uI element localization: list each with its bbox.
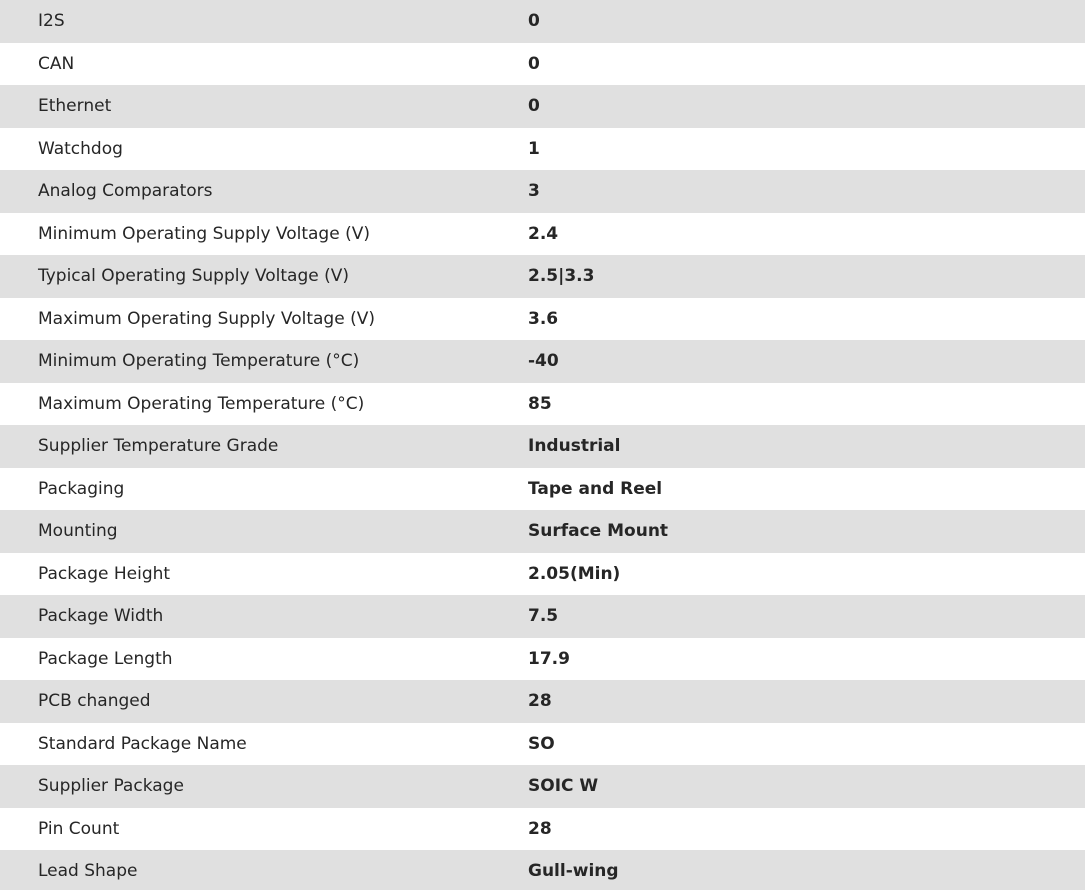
spec-row-standard-package-name [0, 723, 1085, 766]
spec-value: 7.5 [528, 606, 559, 627]
spec-label: Package Width [38, 606, 164, 627]
spec-label: Standard Package Name [38, 733, 247, 754]
spec-value: 1 [528, 138, 540, 159]
spec-row-min-temperature [0, 340, 1085, 383]
spec-row-package-width [0, 595, 1085, 638]
spec-value: Gull-wing [528, 861, 619, 882]
spec-row-typical-supply-voltage [0, 255, 1085, 298]
spec-label: Maximum Operating Temperature (°C) [38, 393, 365, 414]
spec-row-supplier-package [0, 765, 1085, 808]
spec-value: -40 [528, 351, 559, 372]
spec-row-pin-count [0, 808, 1085, 851]
spec-row-temperature-grade [0, 425, 1085, 468]
spec-row-packaging [0, 468, 1085, 511]
spec-label: Ethernet [38, 96, 112, 117]
spec-value: 0 [528, 11, 540, 32]
spec-label: Pin Count [38, 818, 120, 839]
spec-row-analog-comparators [0, 170, 1085, 213]
spec-label: Supplier Package [38, 776, 184, 797]
spec-label: Mounting [38, 521, 118, 542]
spec-value: 2.4 [528, 223, 559, 244]
spec-value: 17.9 [528, 648, 570, 669]
spec-row-ethernet [0, 85, 1085, 128]
spec-value: 2.05(Min) [528, 563, 621, 584]
spec-value: 28 [528, 691, 552, 712]
spec-row-pcb-changed [0, 680, 1085, 723]
spec-value: Surface Mount [528, 521, 669, 542]
spec-value: 3.6 [528, 308, 559, 329]
spec-label: Typical Operating Supply Voltage (V) [38, 266, 349, 287]
spec-row-max-temperature [0, 383, 1085, 426]
spec-label: PCB changed [38, 691, 151, 712]
spec-value: 85 [528, 393, 552, 414]
spec-row-package-height [0, 553, 1085, 596]
spec-value: 0 [528, 96, 540, 117]
spec-label: Minimum Operating Supply Voltage (V) [38, 223, 370, 244]
spec-label: Lead Shape [38, 861, 138, 882]
spec-value: SOIC W [528, 776, 599, 797]
spec-value: Industrial [528, 436, 621, 457]
spec-value: 0 [528, 53, 540, 74]
spec-row-i2s [0, 0, 1085, 43]
spec-value: 3 [528, 181, 540, 202]
spec-row-mounting [0, 510, 1085, 553]
spec-label: Minimum Operating Temperature (°C) [38, 351, 360, 372]
spec-label: I2S [38, 11, 65, 32]
spec-row-watchdog [0, 128, 1085, 171]
spec-label: Watchdog [38, 138, 123, 159]
spec-label: Packaging [38, 478, 125, 499]
spec-label: Analog Comparators [38, 181, 213, 202]
spec-label: Package Height [38, 563, 171, 584]
spec-row-max-supply-voltage [0, 298, 1085, 341]
spec-value: SO [528, 733, 555, 754]
spec-label: Supplier Temperature Grade [38, 436, 279, 457]
spec-value: 28 [528, 818, 552, 839]
spec-value: 2.5|3.3 [528, 266, 595, 287]
spec-label: Maximum Operating Supply Voltage (V) [38, 308, 375, 329]
spec-label: Package Length [38, 648, 173, 669]
spec-label: CAN [38, 53, 75, 74]
spec-row-min-supply-voltage [0, 213, 1085, 256]
spec-value: Tape and Reel [528, 478, 663, 499]
spec-row-package-length [0, 638, 1085, 681]
spec-row-lead-shape [0, 850, 1085, 890]
spec-row-can [0, 43, 1085, 86]
